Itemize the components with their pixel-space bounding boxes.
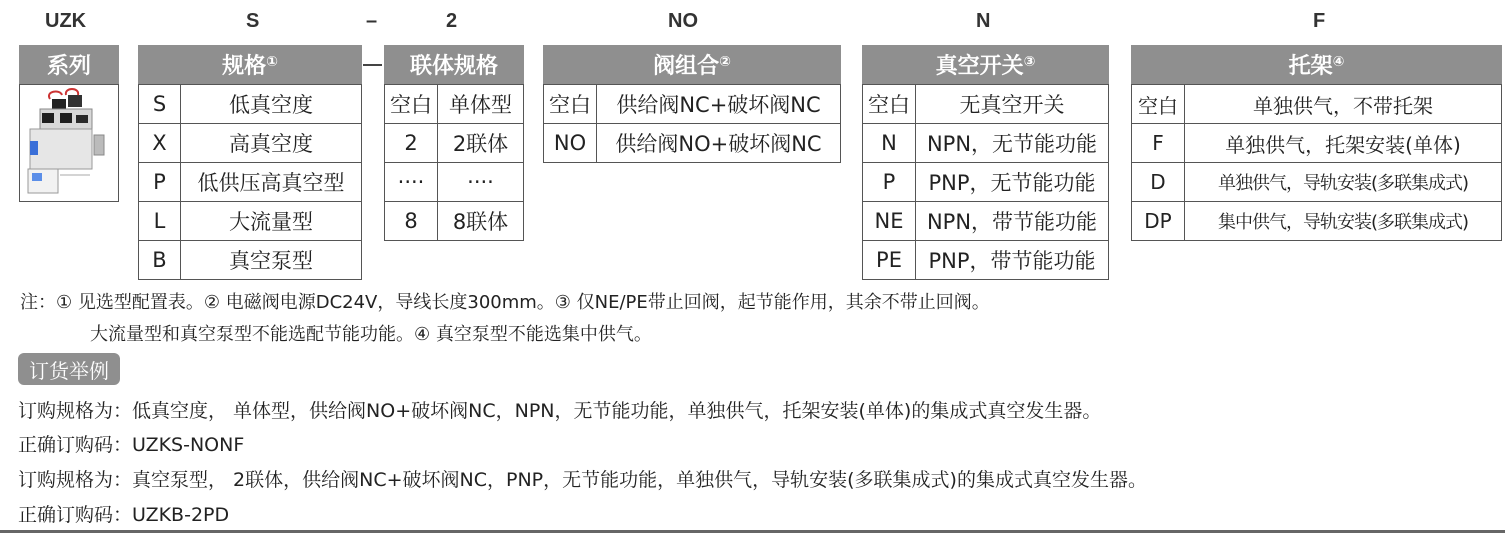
- table-row: D 单独供气，导轨安装(多联集成式): [1132, 163, 1502, 202]
- note-line-2: 大流量型和真空泵型不能选配节能功能。④ 真空泵型不能选集中供气。: [90, 324, 652, 345]
- table-row: 空白 单独供气，不带托架: [1132, 85, 1502, 124]
- header-bracket: 托架 ④: [1131, 45, 1502, 84]
- note-line-1: 注：① 见选型配置表。② 电磁阀电源DC24V，导线长度300mm。③ 仅NE/PE带止回阀，起节能作用，其余不带止回阀。: [20, 292, 990, 313]
- table-row: 空白 单体型: [385, 85, 524, 124]
- table-row: F 单独供气，托架安装(单体): [1132, 124, 1502, 163]
- table-row: 空白 无真空开关: [863, 85, 1109, 124]
- table-row: N NPN，无节能功能: [863, 124, 1109, 163]
- header-union: 联体规格: [384, 45, 524, 84]
- bracket-table: [1131, 84, 1502, 241]
- header-spec: 规格 ①: [138, 45, 362, 84]
- code-valve: NO: [668, 10, 698, 32]
- valve-table: [543, 84, 841, 163]
- table-row: PE PNP，带节能功能: [863, 241, 1109, 280]
- table-row: L 大流量型: [139, 202, 362, 241]
- table-row: ···· ····: [385, 163, 524, 202]
- example-spec-2: 订购规格为：真空泵型， 2联体，供给阀NC+破坏阀NC，PNP，无节能功能，单独供气，导轨安装(多联集成式)的集成式真空发生器。: [18, 469, 1147, 491]
- code-spec: S: [246, 10, 260, 32]
- table-row: 2 2联体: [385, 124, 524, 163]
- switch-table: [862, 84, 1109, 280]
- header-switch: 真空开关 ③: [862, 45, 1109, 84]
- table-row: 8 8联体: [385, 202, 524, 241]
- table-row: S 低真空度: [139, 85, 362, 124]
- code-bracket: F: [1313, 10, 1326, 32]
- separator-dash: [363, 64, 382, 66]
- header-series: 系列: [19, 45, 119, 84]
- table-row: X 高真空度: [139, 124, 362, 163]
- spec-table: [138, 84, 362, 280]
- code-series: UZK: [45, 10, 87, 32]
- table-row: NO 供给阀NO+破坏阀NC: [544, 124, 841, 163]
- table-row: B 真空泵型: [139, 241, 362, 280]
- code-dash: –: [366, 10, 378, 32]
- table-row: P 低供压高真空型: [139, 163, 362, 202]
- example-code-1: 正确订购码：UZKS-NONF: [18, 434, 245, 456]
- table-row: P PNP，无节能功能: [863, 163, 1109, 202]
- table-row: DP 集中供气，导轨安装(多联集成式): [1132, 202, 1502, 241]
- order-example-badge: 订货举例: [18, 353, 120, 385]
- union-table: [384, 84, 524, 241]
- vacuum-generator-icon: [20, 85, 118, 201]
- table-row: NE NPN，带节能功能: [863, 202, 1109, 241]
- header-valve: 阀组合 ②: [543, 45, 841, 84]
- example-spec-1: 订购规格为：低真空度， 单体型，供给阀NO+破坏阀NC，NPN，无节能功能，单独供气，托架安装(单体)的集成式真空发生器。: [18, 400, 1102, 422]
- bottom-divider: [0, 530, 1505, 533]
- example-code-2: 正确订购码：UZKB-2PD: [18, 504, 230, 526]
- code-switch: N: [976, 10, 991, 32]
- table-row: 空白 供给阀NC+破坏阀NC: [544, 85, 841, 124]
- code-union: 2: [446, 10, 458, 32]
- product-image: [19, 84, 119, 202]
